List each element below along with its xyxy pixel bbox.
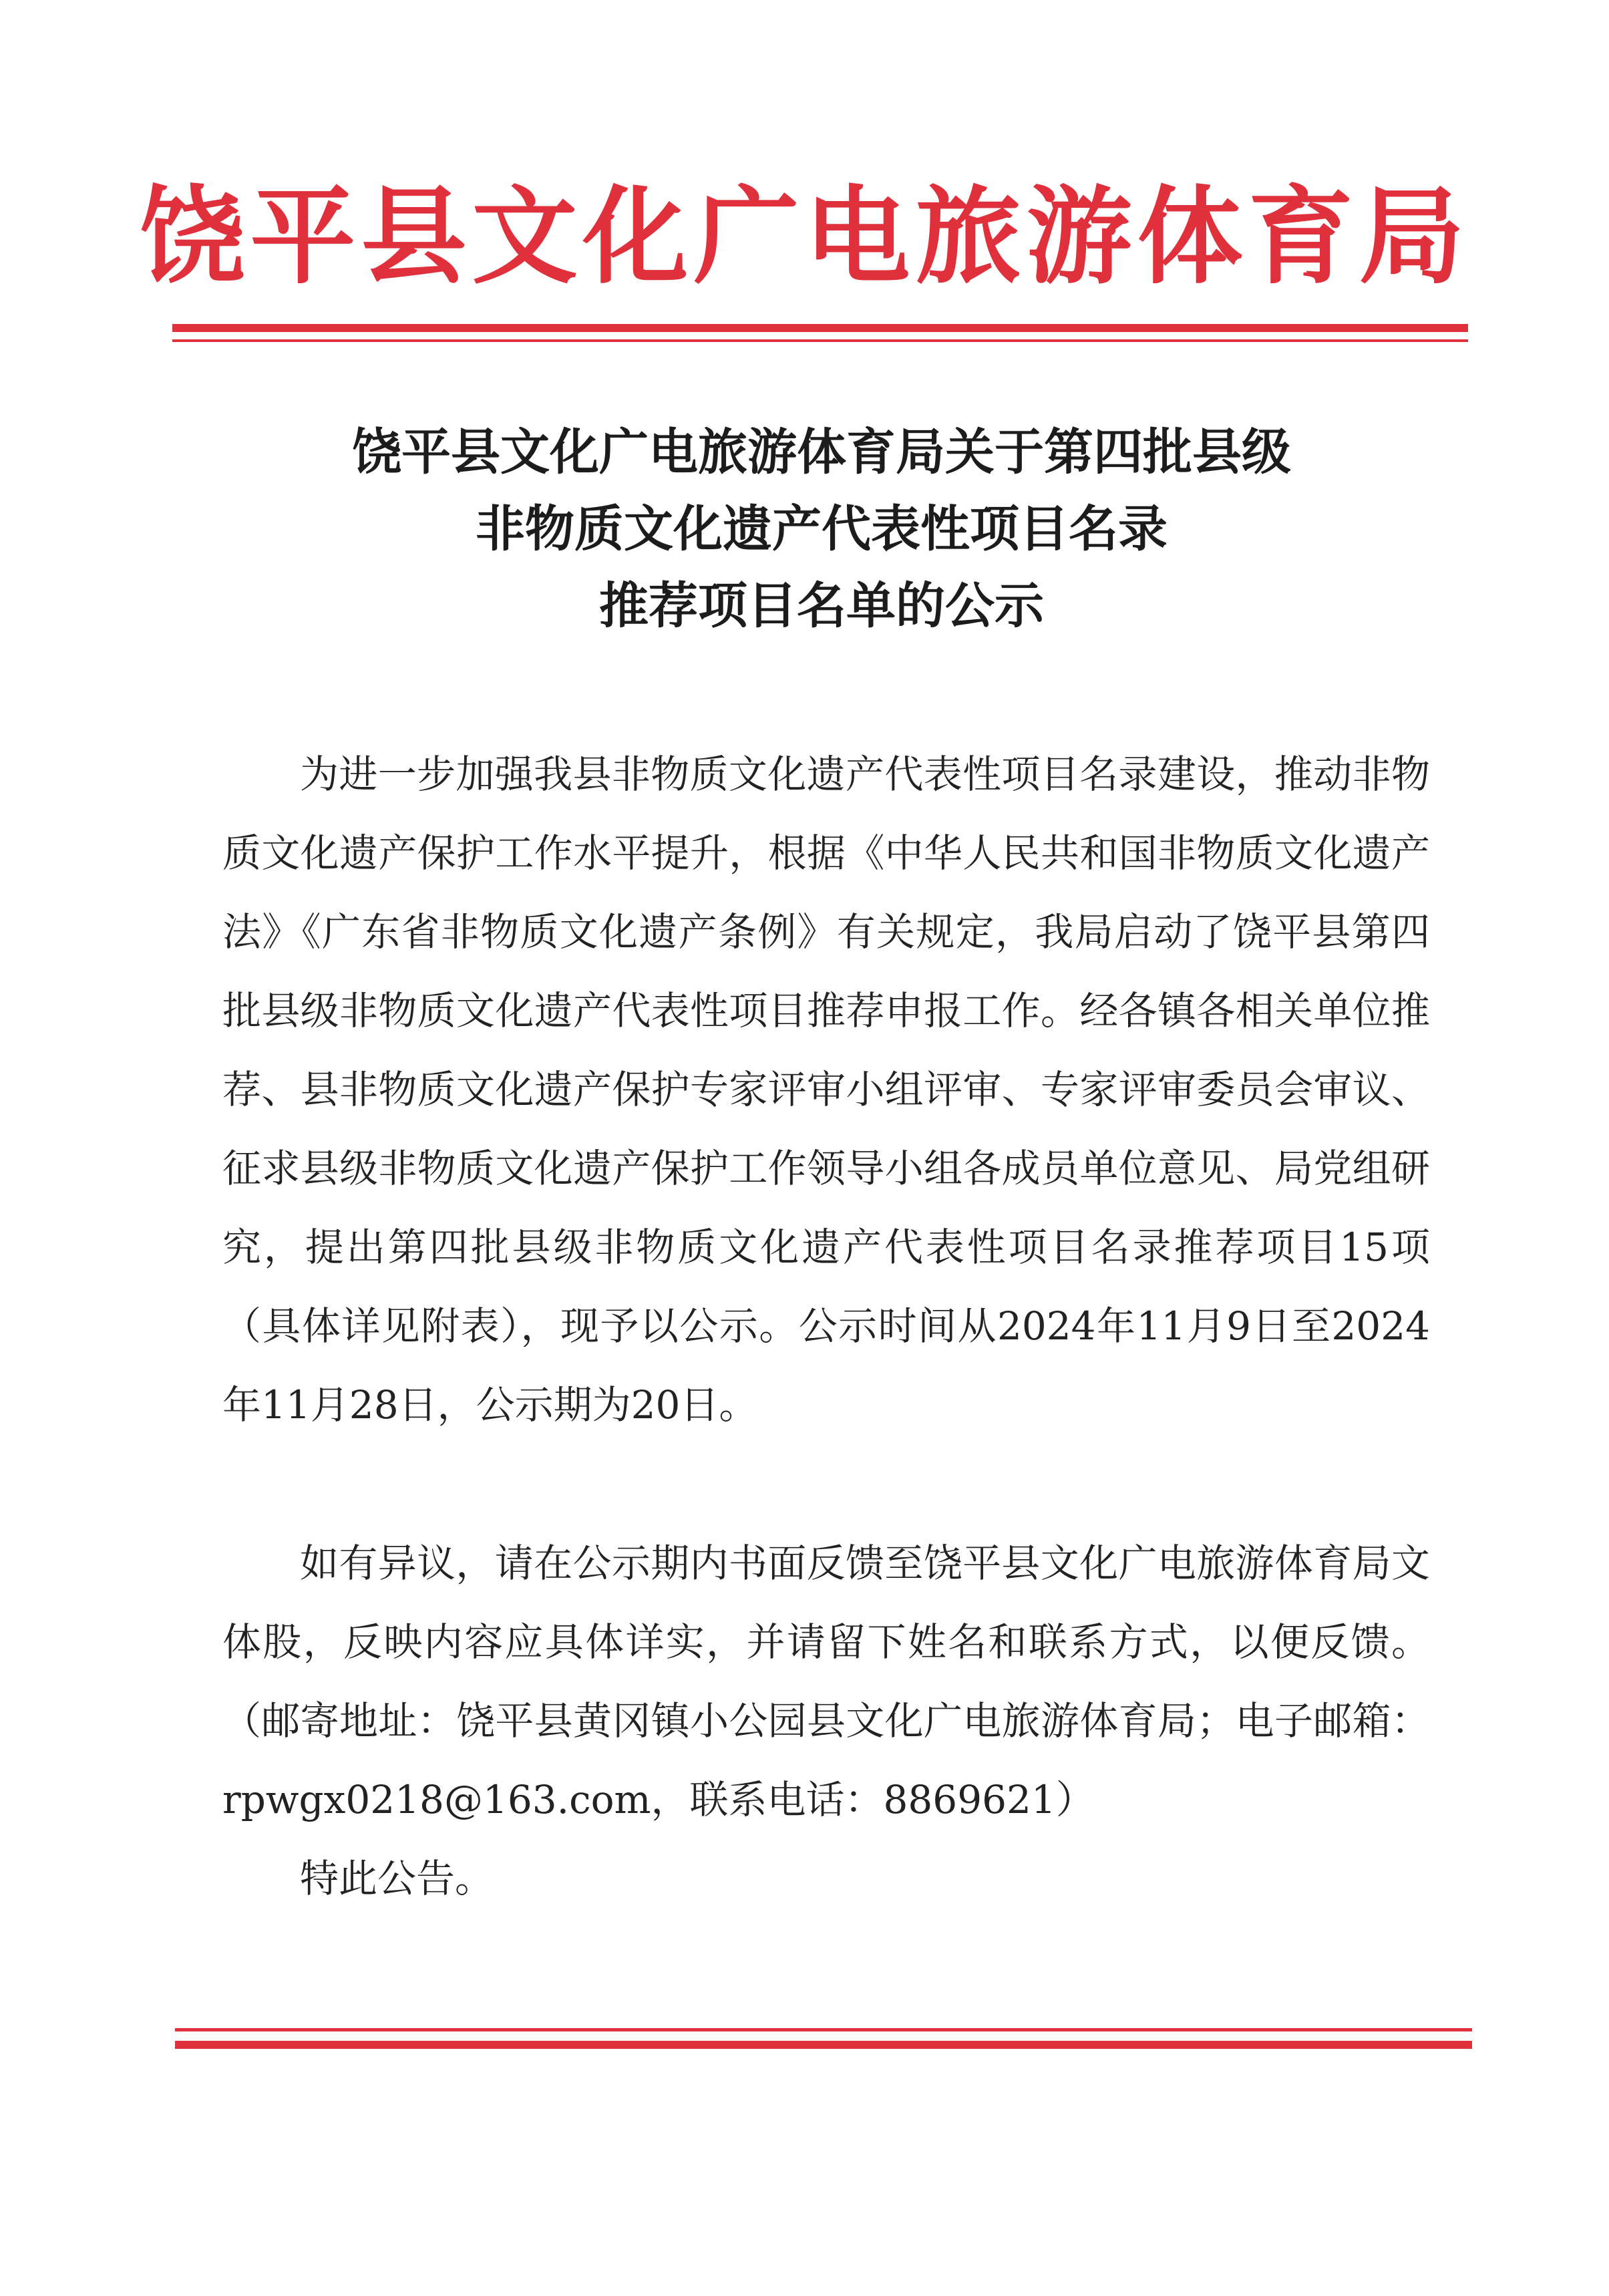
document-title-line-1: 饶平县文化广电旅游体育局关于第四批县级: [352, 424, 1291, 481]
document-title-line-2: 非物质文化遗产代表性项目名录: [476, 500, 1168, 558]
body-closing-statement: 特此公告。: [300, 1856, 494, 1901]
footer-divider-thin: [175, 2028, 1472, 2031]
footer-divider-thick: [175, 2041, 1472, 2049]
header-divider-thick: [172, 324, 1468, 332]
document-title-line-3: 推荐项目名单的公示: [599, 577, 1044, 635]
header-divider-thin: [172, 339, 1468, 342]
issuing-organization-header: 饶平县文化广电旅游体育局: [139, 176, 1470, 299]
body-paragraph-announcement: 为进一步加强我县非物质文化遗产代表性项目名录建设，推动非物质文化遗产保护工作水平提升，根据《中华人民共和国非物质文化遗产法》《广东省非物质文化遗产条例》有关规定，我局启动了饶平县第四批县级非物质文化遗产代表性项目推荐申报工作。经各镇各相关单位推荐、县非物质文化遗产保护专家评审小组评审、专家评审委员会审议、征求县级非物质文化遗产保护工作领导小组各成员单位意见、局党组研究，提出第四批县级非物质文化遗产代表性项目名录推荐项目15项（具体详见附表），现予以公示。公示时间从2024年11月9日至2024年11月28日，公示期为20日。: [222, 752, 1430, 1428]
body-paragraph-objection-contact: 如有异议，请在公示期内书面反馈至饶平县文化广电旅游体育局文体股，反映内容应具体详实，并请留下姓名和联系方式，以便反馈。（邮寄地址：饶平县黄冈镇小公园县文化广电旅游体育局；电子邮箱：rpwgx0218@163.com，联系电话：8869621）: [222, 1540, 1430, 1822]
